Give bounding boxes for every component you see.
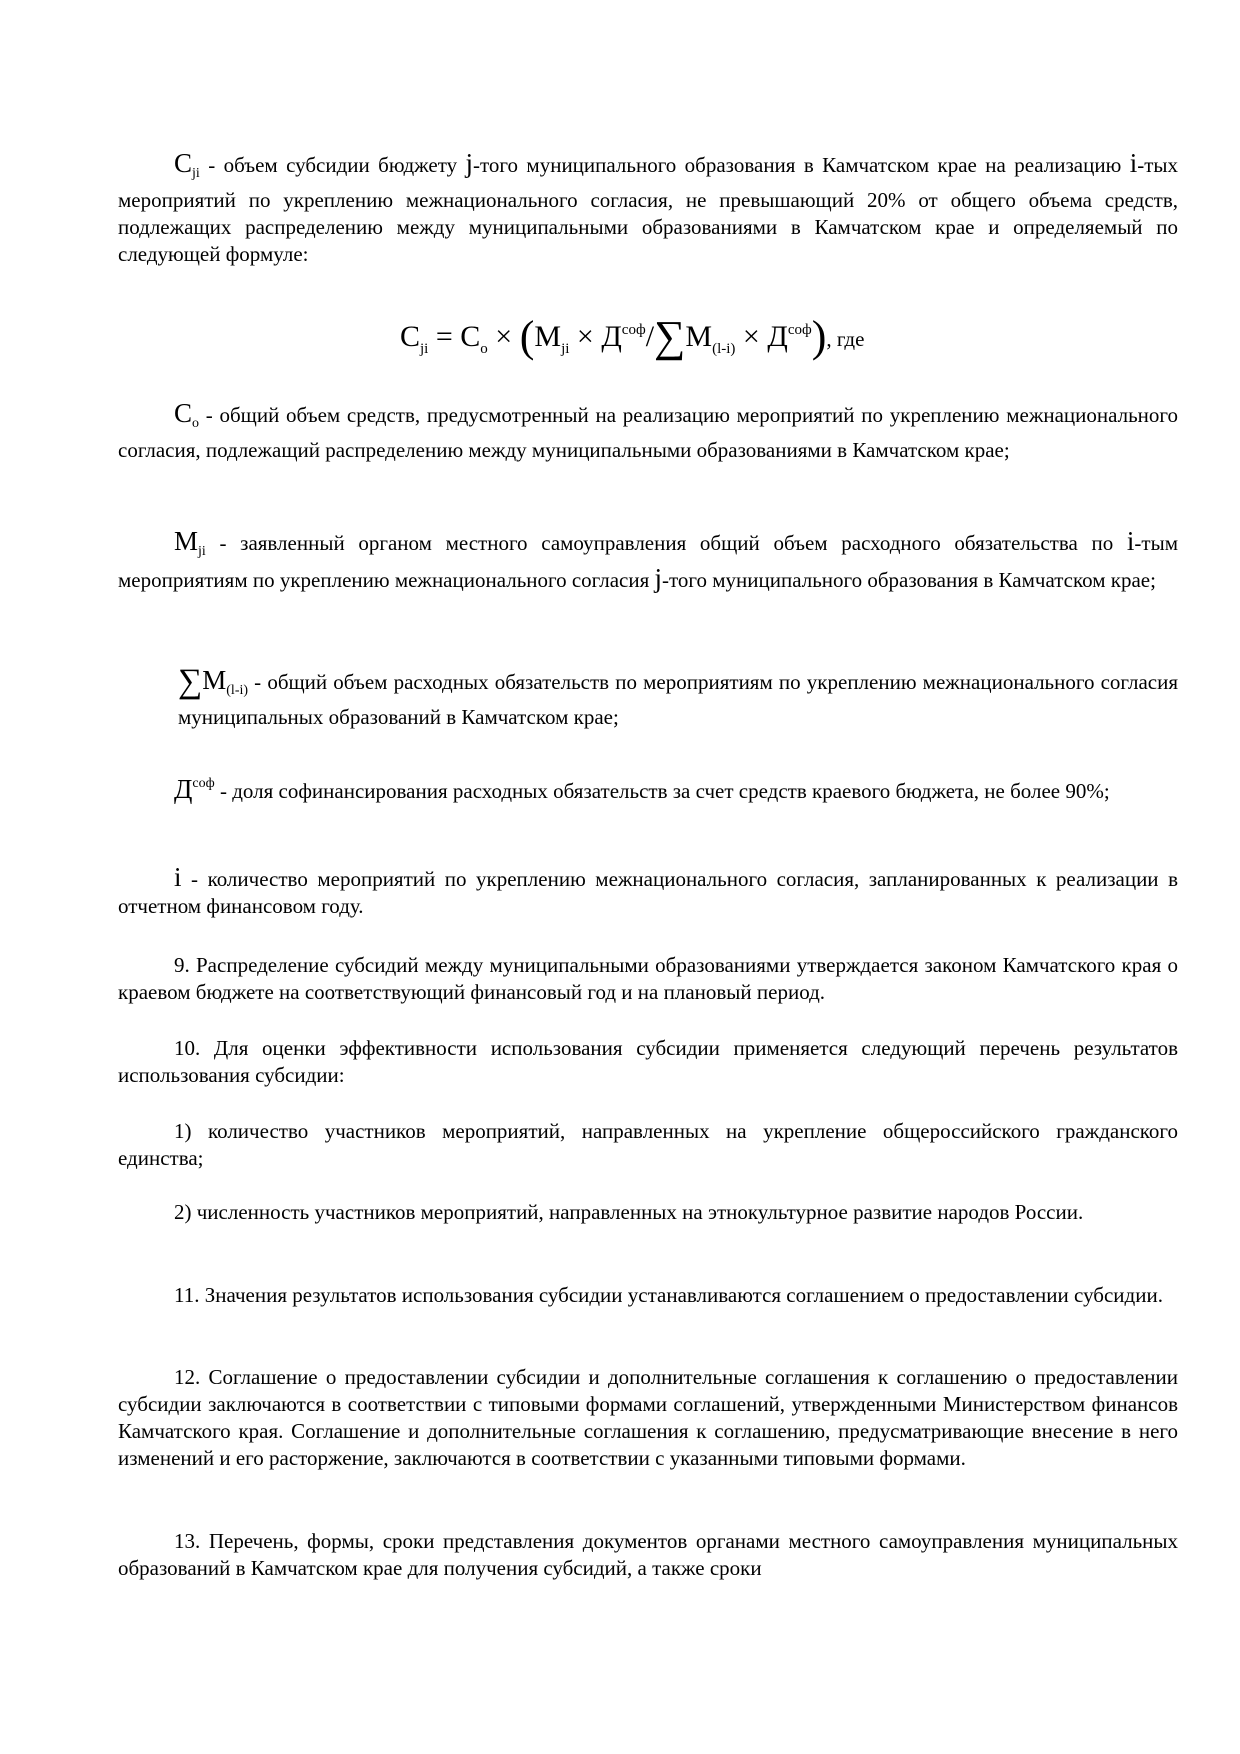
formula-m: M [534,320,562,353]
paragraph-12: 12. Соглашение о предоставлении субсидии и дополнительные соглашения к соглашению о предоставлении субсидии заключаются в соответствии с типовыми формами соглашений, утвержденными Министерством финансов Камчатского края. Соглашение и дополнительные соглашения к соглашению, предусматривающие внесение в него изменений и его расторжение, заключаются в соответствии с указанными типовыми формами. [118,1365,1178,1470]
formula-lparen: ( [519,312,535,361]
superscript-sof: соф [192,776,215,791]
formula-gde: , где [826,327,865,351]
symbol-j: j [654,563,663,593]
symbol-c: C [174,148,193,178]
formula-c: C [400,320,421,353]
formula-d: Д [601,320,622,353]
formula-sub-ji: ji [420,341,429,357]
definition-text: - количество мероприятий по укреплению межнационального согласия, запланированных к реализации в отчетном финансовом году. [118,867,1178,918]
definition-cji [118,150,1178,268]
formula-sub-l-i: (l-i) [712,341,736,357]
formula-sub-ji: ji [561,341,570,357]
formula-sum: ∑ [654,312,686,361]
definition-text: - доля софинансирования расходных обязательств за счет средств краевого бюджета, не более 90%; [214,779,1110,803]
definition-text: -того муниципального образования в Камчатском крае; [662,568,1156,592]
definition-text: - общий объем средств, предусмотренный на реализацию мероприятий по укреплению межнационального согласия, подлежащий распределению между муниципальными образованиями в Камчатском крае; [118,403,1178,462]
formula-sup-sof: соф [787,322,812,338]
formula-times: × [735,320,768,353]
formula-d: Д [767,320,788,353]
definition-text: -того муниципального образования в Камчатском крае на реализацию [473,153,1130,177]
formula-eq: = [428,320,461,353]
definition-i [118,864,1178,920]
formula-rparen: ) [811,312,827,361]
subscript-o: o [192,416,200,431]
paragraph-10: 10. Для оценки эффективности использования субсидии применяется следующий перечень результатов использования субсидии: [118,1036,1178,1087]
subscript-ji: ji [192,166,200,181]
symbol-j: j [465,148,474,178]
definition-text: - объем субсидии бюджету [199,153,466,177]
formula-sup-sof: соф [621,322,646,338]
formula-sub-o: o [480,341,488,357]
paragraph-10-item-2: 2) численность участников мероприятий, направленных на этнокультурное развитие народов России. [174,1200,1084,1224]
symbol-i: i [1129,148,1138,178]
definition-text: -тых мероприятий по укреплению межнационального согласия, не превышающий 20% от общего объема средств, подлежащих распределению между муниципальными образованиями в Камчатском крае и определяемый по следующей формуле: [118,153,1178,266]
definition-dsof [118,770,1178,805]
formula-times: × [487,320,520,353]
subscript-l-i: (l-i) [226,683,249,698]
subscript-ji: ji [198,544,206,559]
paragraph-11: 11. Значения результатов использования субсидии устанавливаются соглашением о предоставлении субсидии. [174,1283,1163,1307]
symbol-m: M [174,526,199,556]
symbol-i: i [1126,526,1135,556]
paragraph-10-item-1: 1) количество участников мероприятий, направленных на укрепление общероссийского гражданского единства; [118,1119,1178,1170]
symbol-i: i [174,862,182,892]
definition-text: -тым мероприятиям по укреплению межнационального согласия [118,531,1178,592]
paragraph-9: 9. Распределение субсидий между муниципальными образованиями утверждается законом Камчатского края о краевом бюджете на соответствующий финансовый год и на плановый период. [118,953,1178,1004]
symbol-d: Д [174,774,193,804]
formula-times: × [569,320,602,353]
symbol-c: C [174,398,193,428]
definition-mji [118,528,1178,594]
formula-co: C [460,320,481,353]
definition-text: - заявленный органом местного самоуправления общий объем расходного обязательства по [205,531,1127,555]
formula-slash: / [645,320,655,353]
formula [400,310,920,369]
formula-m: M [685,320,713,353]
definition-sum [118,663,1178,731]
definition-co [118,400,1178,464]
paragraph-13: 13. Перечень, формы, сроки представления документов органами местного самоуправления муниципальных образований в Камчатском крае для получения субсидий, а также сроки [118,1529,1178,1580]
symbol-sigma: ∑ [178,663,203,700]
definition-text: - общий объем расходных обязательств по мероприятиям по укреплению межнационального согласия муниципальных образований в Камчатском крае; [178,670,1178,729]
symbol-m: M [202,665,227,695]
